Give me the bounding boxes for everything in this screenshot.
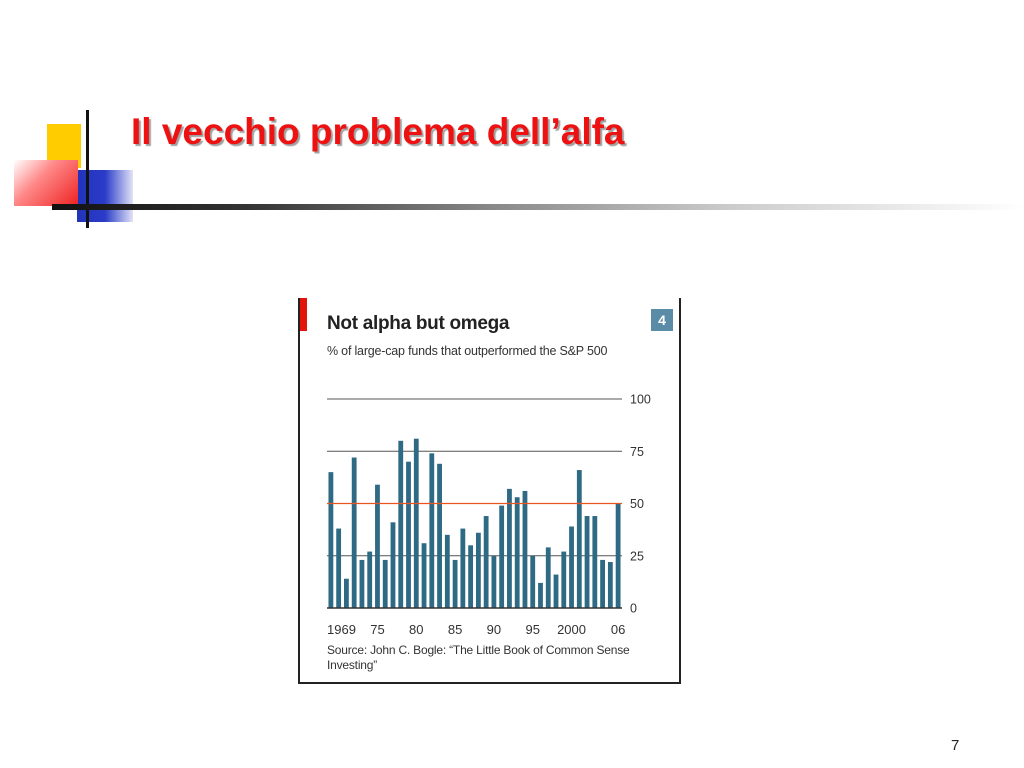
- chart-card: [298, 298, 681, 684]
- slide-title: Il vecchio problema dell’alfa: [131, 111, 625, 152]
- bar-2004: [600, 560, 605, 608]
- page-number: 7: [951, 737, 960, 754]
- logo-vertical-line: [86, 110, 89, 228]
- bar-1990: [492, 556, 497, 608]
- bar-1984: [445, 535, 450, 608]
- logo-red-square: [14, 160, 78, 206]
- bar-1973: [360, 560, 365, 608]
- bar-1992: [507, 489, 512, 608]
- bar-1980: [414, 439, 419, 608]
- x-tick-label-2006: 06: [610, 622, 626, 637]
- bar-2002: [585, 516, 590, 608]
- chart-number-badge: 4: [651, 309, 673, 331]
- bar-2005: [608, 562, 613, 608]
- bar-1983: [437, 464, 442, 608]
- x-tick-label-1969: 1969: [327, 622, 356, 637]
- bar-1994: [523, 491, 528, 608]
- bar-2001: [577, 470, 582, 608]
- bar-1991: [499, 506, 504, 608]
- bar-1971: [344, 579, 349, 608]
- x-tick-label-2000: 2000: [557, 622, 587, 637]
- bar-2003: [592, 516, 597, 608]
- bar-1995: [530, 556, 535, 608]
- bar-1986: [460, 529, 465, 608]
- x-tick-label-1995: 95: [525, 622, 540, 637]
- bar-1996: [538, 583, 543, 608]
- x-tick-label-1980: 80: [409, 622, 424, 637]
- bar-1970: [336, 529, 341, 608]
- bar-1985: [453, 560, 458, 608]
- bar-1969: [328, 472, 333, 608]
- chart-subtitle: % of large-cap funds that outperformed the S&P 500: [327, 344, 608, 358]
- bar-1988: [476, 533, 481, 608]
- chart-source: Source: John C. Bogle: “The Little Book of Common Sense Investing”: [327, 643, 630, 672]
- bar-1981: [422, 543, 427, 608]
- bar-1998: [554, 575, 559, 608]
- bar-1999: [561, 552, 566, 608]
- bar-1974: [367, 552, 372, 608]
- bar-1979: [406, 462, 411, 608]
- x-tick-label-1975: 75: [370, 622, 385, 637]
- bar-1982: [429, 453, 434, 608]
- chart-title: Not alpha but omega: [327, 313, 510, 334]
- bar-1997: [546, 547, 551, 608]
- y-tick-label-50: 50: [630, 497, 644, 511]
- bar-chart: [300, 298, 681, 638]
- y-tick-label-0: 0: [630, 601, 637, 616]
- y-tick-label-25: 25: [630, 549, 644, 564]
- y-tick-label-100: 100: [630, 392, 651, 407]
- y-tick-label-75: 75: [630, 444, 644, 459]
- bar-2006: [616, 504, 621, 609]
- bar-1976: [383, 560, 388, 608]
- bar-1987: [468, 545, 473, 608]
- bar-1977: [391, 522, 396, 608]
- x-tick-label-1990: 90: [486, 622, 502, 637]
- bar-1993: [515, 497, 520, 608]
- bar-1978: [398, 441, 403, 608]
- title-rule: [52, 204, 1024, 210]
- bar-1989: [484, 516, 489, 608]
- bar-1972: [352, 458, 357, 608]
- bar-2000: [569, 526, 574, 608]
- x-tick-label-1985: 85: [447, 622, 463, 637]
